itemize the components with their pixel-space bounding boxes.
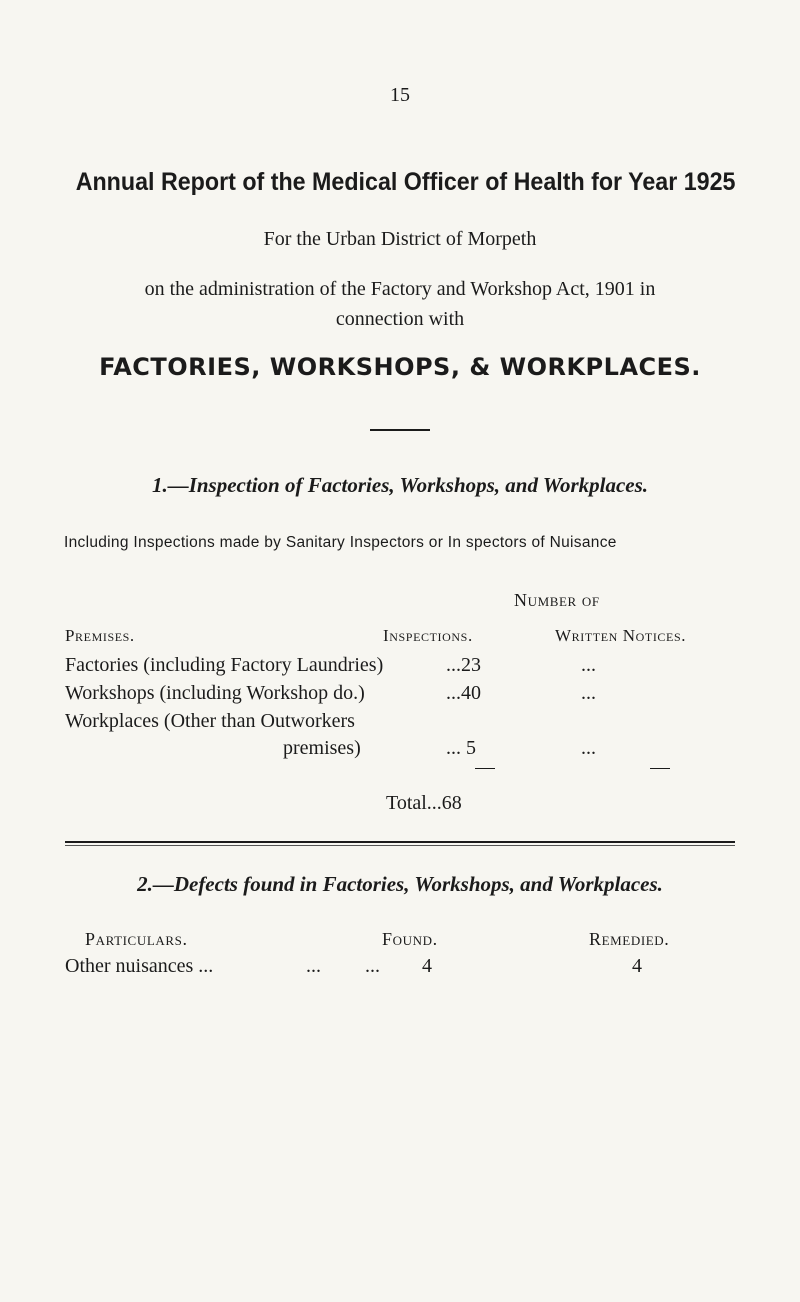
inspections-column-heading: Inspections. [383,626,473,645]
particulars-column-heading: Particulars. [85,929,188,949]
premises-column-heading: Premises. [65,626,135,645]
table-row-label: Other nuisances ... [65,955,214,977]
written-notices-column-heading: Written Notices. [555,626,687,645]
table-row-label: premises) [283,737,361,759]
table-row-notices: ... [581,682,596,704]
section-2-heading: 2.—Defects found in Factories, Workshops, and Workplaces. [137,872,663,896]
remedied-value: 4 [632,955,642,977]
leader-dots: ... [306,955,321,977]
found-value: 4 [422,955,432,977]
page-number: 15 [390,84,410,106]
table-row-notices: ... [581,737,596,759]
total-dash [475,768,495,769]
page-title: Annual Report of the Medical Officer of Health for Year 1925 [75,168,736,196]
number-of-heading: Number of [514,590,600,610]
table-row-inspections: ...23 [446,654,481,676]
remedied-column-heading: Remedied. [589,929,670,949]
table-row-label: Workplaces (Other than Outworkers [65,710,355,732]
inspections-note: Including Inspections made by Sanitary Inspectors or In spectors of Nuisance [64,534,617,551]
table-row-notices: ... [581,654,596,676]
section-1-heading: 1.—Inspection of Factories, Workshops, and Workplaces. [151,473,649,497]
table-row-label: Workshops (including Workshop do.) [65,682,365,704]
section-divider [65,841,735,843]
found-column-heading: Found. [382,929,438,949]
administration-line: on the administration of the Factory and Workshop Act, 1901 in [144,278,656,300]
connection-line: connection with [335,308,465,330]
total-dash [650,768,670,769]
table-row-inspections: ...40 [446,682,481,704]
leader-dots: ... [365,955,380,977]
subtitle: For the Urban District of Morpeth [263,228,537,250]
table-row-label: Factories (including Factory Laundries) [65,654,384,676]
total-line: Total...68 [386,792,462,814]
factories-heading: FACTORIES, WORKSHOPS, & WORKPLACES. [99,353,701,381]
table-row-inspections: ... 5 [446,737,476,759]
short-divider [370,429,430,431]
section-divider [65,845,735,846]
